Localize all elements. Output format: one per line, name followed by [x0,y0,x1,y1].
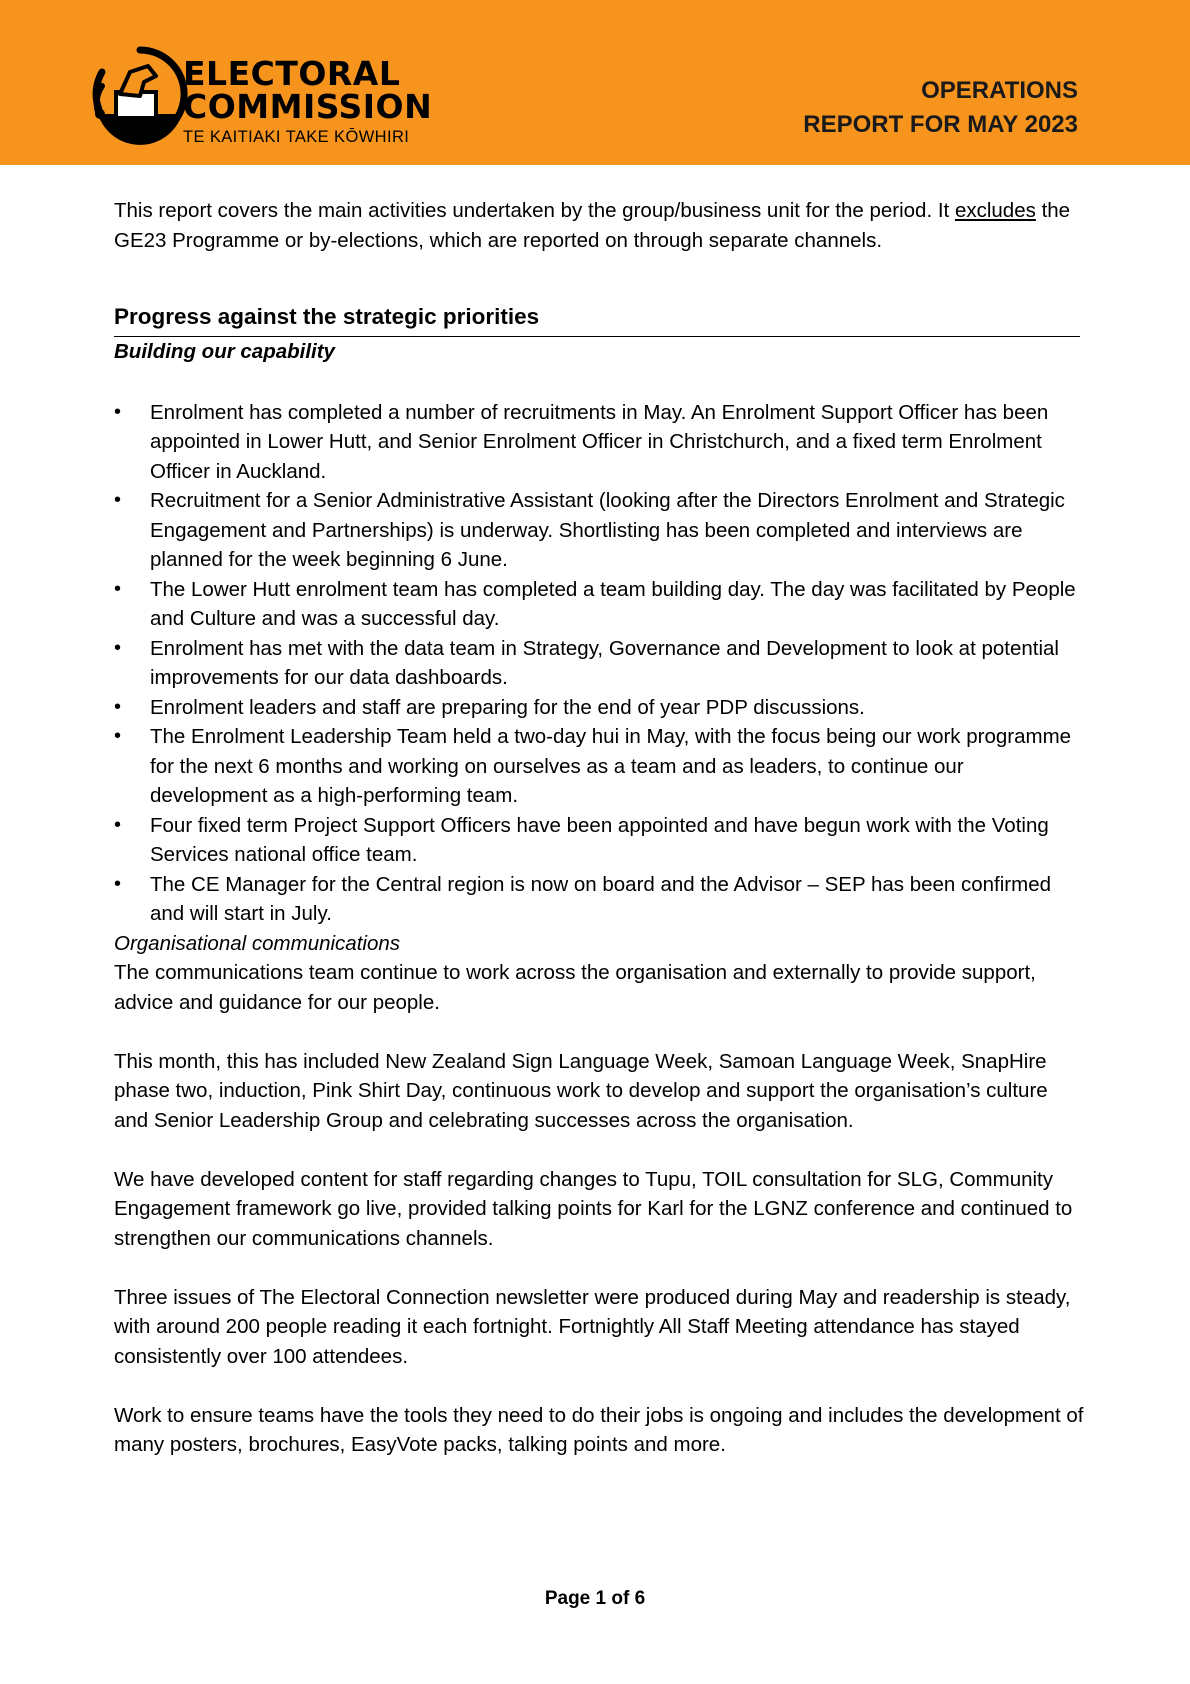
brand-line-2: COMMISSION [183,87,433,126]
page-header [0,0,1190,165]
brand-line-1: ELECTORAL [183,54,401,93]
section-heading: Progress against the strategic priorities [114,302,1080,337]
list-item: • The Lower Hutt enrolment team has completed a team building day. The day was facilitated by People and Culture and was a successful day. [114,575,1084,634]
intro-paragraph [114,196,1084,255]
list-item: • Enrolment has met with the data team in Strategy, Governance and Development to look at potential improvements for our data dashboards. [114,634,1084,693]
intro-text-start: This report covers the main activities undertaken by the group/business unit for the period. It [114,199,955,222]
comms-heading: Organisational communications [114,931,400,955]
brand-tagline: TE KAITIAKI TAKE KŌWHIRI [183,128,410,146]
list-item: • Four fixed term Project Support Officers have been appointed and have begun work with the Voting Services national office team. [114,811,1084,870]
subsection-heading: Building our capability [114,340,335,363]
report-title-line-1: OPERATIONS [921,77,1078,104]
list-item: • Enrolment has completed a number of recruitments in May. An Enrolment Support Officer has been appointed in Lower Hutt, and Senior Enrolment Officer in Christchurch, and a fixed term Enrolment Officer in Auckland. [114,398,1084,487]
intro-text-end: the GE23 Programme or by-elections, which are reported on through separate channels. [114,199,1071,252]
intro-underlined-word: excludes [954,199,1036,222]
capability-bullet-list [114,398,1084,929]
report-title-line-2: REPORT FOR MAY 2023 [803,111,1078,138]
list-item: • Recruitment for a Senior Administrative Assistant (looking after the Directors Enrolment and Strategic Engagement and Partnerships) is underway. Shortlisting has been completed and interviews are planned for the week beginning 6 June. [114,486,1084,575]
ballot-box-hand-logo-icon [90,42,190,154]
comms-paragraph: This month, this has included New Zealand Sign Language Week, Samoan Language Week, SnapHire phase two, induction, Pink Shirt Day, continuous work to develop and support the organisation’s culture and Senior Leadership Group and celebrating successes across the organisation. [114,1049,1048,1132]
comms-paragraph: Work to ensure teams have the tools they need to do their jobs is ongoing and includes the development of many posters, brochures, EasyVote packs, talking points and more. [114,1403,1084,1456]
list-item: • Enrolment leaders and staff are preparing for the end of year PDP discussions. [114,693,1084,723]
document-body [114,196,1084,1460]
page-number: Page 1 of 6 [544,1588,646,1609]
comms-paragraph: Three issues of The Electoral Connection newsletter were produced during May and readership is steady, with around 200 people reading it each fortnight. Fortnightly All Staff Meeting attendance has stayed consistently over 100 attendees. [114,1285,1071,1368]
comms-paragraph: We have developed content for staff regarding changes to Tupu, TOIL consultation for SLG, Community Engagement framework go live, provided talking points for Karl for the LGNZ conference and continued to strengthen our communications channels. [114,1167,1073,1250]
list-item: • The Enrolment Leadership Team held a two-day hui in May, with the focus being our work programme for the next 6 months and working on ourselves as a team and as leaders, to continue our development as a high-performing team. [114,722,1084,811]
list-item: • The CE Manager for the Central region is now on board and the Advisor – SEP has been confirmed and will start in July. [114,870,1084,929]
report-title [803,74,1078,142]
brand-wordmark [183,54,433,147]
comms-paragraph: The communications team continue to work across the organisation and externally to provide support, advice and guidance for our people. [114,961,1036,1014]
